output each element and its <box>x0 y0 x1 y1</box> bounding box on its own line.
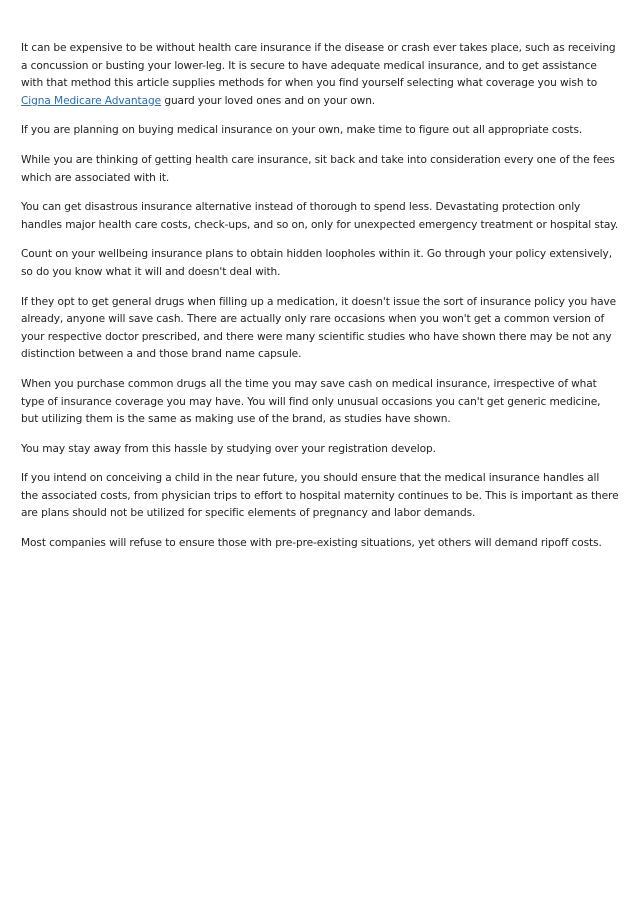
cigna-medicare-advantage-link[interactable]: Cigna Medicare Advantage <box>21 94 162 107</box>
article-body <box>21 40 619 565</box>
paragraph-3: While you are thinking of getting health care insurance, sit back and take into consideration every one of the fees which are associated with it. <box>21 153 615 184</box>
paragraph-7: When you purchase common drugs all the time you may save cash on medical insurance, irrespective of what type of insurance coverage you may have. You will find only unusual occasions you can't get generic medicine, but utilizing them is the same as making use of the brand, as studies have shown. <box>21 377 601 426</box>
paragraph-10: Most companies will refuse to ensure those with pre-pre-existing situations, yet others will demand ripoff costs. <box>21 537 602 550</box>
paragraph-1-text-before-link: It can be expensive to be without health care insurance if the disease or crash ever takes place, such as receiving a concussion or busting your lower-leg. It is secure to have adequate medical insurance, and to get assistance with that method this article supplies methods for when you find yourself selecting what coverage you wish to <box>21 42 616 90</box>
paragraph-1-text-after-link: guard your loved ones and on your own. <box>161 94 376 107</box>
paragraph-2: If you are planning on buying medical insurance on your own, make time to figure out all appropriate costs. <box>21 124 583 137</box>
paragraph-1 <box>21 40 619 110</box>
paragraph-4: You can get disastrous insurance alternative instead of thorough to spend less. Devastating protection only handles major health care costs, check-ups, and so on, only for unexpected emergency treatment or hospital stay. <box>21 201 619 231</box>
paragraph-6: If they opt to get general drugs when filling up a medication, it doesn't issue the sort of insurance policy you have already, anyone will save cash. There are actually only rare occasions when you won't get a common version of your respective doctor prescribed, and there were many scientific studies who have shown there may be not any distinction between a and those brand name capsule. <box>21 295 617 361</box>
paragraph-5: Count on your wellbeing insurance plans to obtain hidden loopholes within it. Go through your policy extensively, so do you know what it will and doesn't deal with. <box>21 248 612 278</box>
paragraph-8: You may stay away from this hassle by studying over your registration develop. <box>21 442 436 455</box>
paragraph-9: If you intend on conceiving a child in the near future, you should ensure that the medical insurance handles all the associated costs, from physician trips to effort to hospital maternity continues to be. This is important as there are plans should not be utilized for specific elements of pregnancy and labor demands. <box>21 472 619 520</box>
